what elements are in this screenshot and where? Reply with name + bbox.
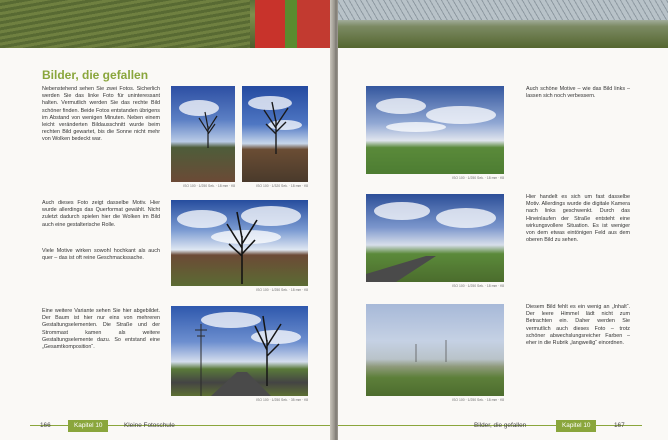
running-track-stripe bbox=[255, 0, 285, 48]
photo-field-sky bbox=[366, 86, 504, 174]
section-title: Bilder, die gefallen bbox=[42, 68, 149, 82]
right-paragraph-3: Diesem Bild fehlt es ein wenig an „Inhalt“. Der leere Himmel lädt nicht zum Betrachten ein. Daher werden Sie vermutlich auch dieses Foto – trotz schöner abwechslungsreicher Farben – eher in die Rubrik „langweilig“ einordnen. bbox=[526, 304, 630, 347]
footer-right bbox=[338, 420, 668, 432]
stadium-roof bbox=[338, 0, 668, 20]
stadium-seats bbox=[0, 0, 250, 48]
photo-empty-sky bbox=[366, 304, 504, 396]
photo-tree-sunny bbox=[242, 86, 308, 182]
right-paragraph-1: Auch schöne Motive – wie das Bild links – lassen sich noch verbessern. bbox=[526, 86, 630, 100]
stadium-banner-left bbox=[0, 0, 334, 48]
right-page bbox=[338, 0, 668, 440]
grass-stripe bbox=[285, 0, 297, 48]
stadium-banner-right bbox=[338, 0, 668, 48]
footer-left bbox=[0, 420, 334, 432]
photo-tree-landscape bbox=[171, 200, 308, 286]
page-number-right: 167 bbox=[614, 422, 625, 429]
running-track-stripe-2 bbox=[297, 0, 334, 48]
caption-photo-4: ISO 100 · 1/250 Sek. · 35 mm · f/8 bbox=[256, 398, 308, 402]
caption-photo-1: ISO 100 · 1/250 Sek. · 18 mm · f/8 bbox=[183, 184, 235, 188]
caption-photo-2: ISO 100 · 1/320 Sek. · 18 mm · f/8 bbox=[256, 184, 308, 188]
left-paragraph-4: Eine weitere Variante sehen Sie hier abgebildet. Der Baum ist hier nur eins von mehreren Gestaltungselementen. Die Straße und der Strommast kamen als weitere Gestaltungselemente dazu. So entstand eine „Gesamtkomposition“. bbox=[42, 308, 160, 351]
footer-title-right: Bilder, die gefallen bbox=[474, 422, 527, 429]
photo-tree-cloudy bbox=[171, 86, 235, 182]
left-paragraph-3: Viele Motive wirken sowohl hochkant als auch quer – das ist oft reine Geschmackssache. bbox=[42, 248, 160, 262]
photo-road-field bbox=[366, 194, 504, 282]
footer-title-left: Kleine Fotoschule bbox=[124, 422, 175, 429]
caption-right-photo-1: ISO 100 · 1/250 Sek. · 18 mm · f/8 bbox=[452, 176, 504, 180]
right-paragraph-2: Hier handelt es sich um fast dasselbe Motiv. Allerdings wurde die digitale Kamera nach links geschwenkt. Durch das Hineinlaufen der Straße entsteht eine wirkungsvollere Situation. Es ist weniger von dem etwas eintönigen Feld aus dem oberen Bild zu sehen. bbox=[526, 194, 630, 244]
caption-photo-3: ISO 100 · 1/250 Sek. · 18 mm · f/8 bbox=[256, 288, 308, 292]
chapter-badge-left: Kapitel 10 bbox=[68, 420, 108, 432]
caption-right-photo-2: ISO 100 · 1/250 Sek. · 18 mm · f/8 bbox=[452, 284, 504, 288]
caption-right-photo-3: ISO 100 · 1/250 Sek. · 18 mm · f/8 bbox=[452, 398, 504, 402]
page-number-left: 166 bbox=[40, 422, 51, 429]
left-paragraph-2: Auch dieses Foto zeigt dasselbe Motiv. Hier wurde allerdings das Querformat gewählt. Nicht zuletzt dadurch spielen hier die Wolken im Bild auch eine gestalterische Rolle. bbox=[42, 200, 160, 228]
photo-road-powerline bbox=[171, 306, 308, 396]
chapter-badge-right: Kapitel 10 bbox=[556, 420, 596, 432]
left-paragraph-1: Nebenstehend sehen Sie zwei Fotos. Sicherlich werden Sie das linke Foto für uninteressant halten. Vermutlich werden Sie das rechte Bild schöner finden. Beide Fotos entstanden übrigens im Abstand von wenigen Minuten. Neben einem leicht veränderten Bildausschnitt wurde beim rechten Bild gewartet, bis die Sonne nicht mehr von Wolken bedeckt war. bbox=[42, 86, 160, 143]
